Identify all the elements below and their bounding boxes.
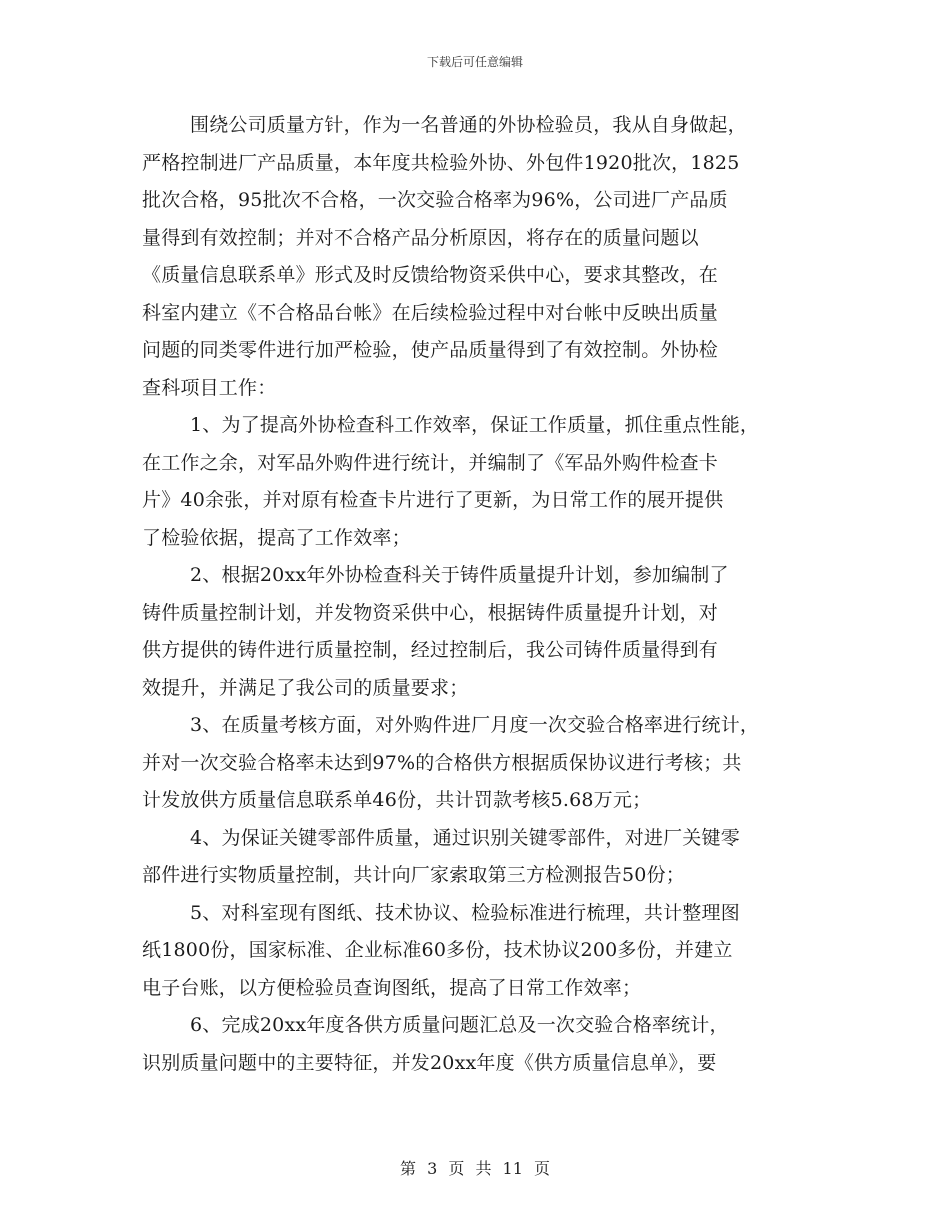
list-item-line: 了检验依据，提高了工作效率； bbox=[142, 526, 411, 549]
list-item-line: 6、完成20xx年度各供方质量问题汇总及一次交验合格率统计， bbox=[190, 1014, 729, 1036]
list-item-line: 并对一次交验合格率未达到97%的合格供方根据质保协议进行考核；共 bbox=[142, 751, 742, 774]
list-item-line: 5、对科室现有图纸、技术协议、检验标准进行梳理，共计整理图 bbox=[190, 901, 740, 924]
page-number: 第 3 页 共 11 页 bbox=[400, 1159, 550, 1178]
page-header: 下载后可任意编辑 bbox=[426, 55, 523, 69]
list-item-line: 电子台账，以方便检验员查询图纸，提高了日常工作效率； bbox=[142, 976, 642, 999]
paragraph-line: 量得到有效控制；并对不合格产品分析原因，将存在的质量问题以 bbox=[142, 226, 699, 249]
list-item-line: 3、在质量考核方面，对外购件进厂月度一次交验合格率进行统计， bbox=[190, 714, 760, 736]
list-item-line: 2、根据20xx年外协检查科关于铸件质量提升计划，参加编制了 bbox=[190, 564, 729, 586]
list-item-line: 效提升，并满足了我公司的质量要求； bbox=[142, 676, 469, 699]
document-body bbox=[142, 107, 822, 1082]
list-item-line: 纸1800份，国家标准、企业标准60多份，技术协议200多份，并建立 bbox=[142, 939, 733, 961]
list-item-line: 部件进行实物质量控制，共计向厂家索取第三方检测报告50份； bbox=[142, 864, 685, 886]
list-item-line: 4、为保证关键零部件质量，通过识别关键零部件，对进厂关键零 bbox=[190, 826, 740, 849]
paragraph-line: 批次合格，95批次不合格，一次交验合格率为96%，公司进厂产品质 bbox=[142, 189, 728, 211]
paragraph-line: 严格控制进厂产品质量，本年度共检验外协、外包件1920批次，1825 bbox=[142, 151, 740, 174]
paragraph-line: 《质量信息联系单》形式及时反馈给物资采供中心，要求其整改，在 bbox=[142, 264, 719, 286]
list-item-line: 供方提供的铸件进行质量控制，经过控制后，我公司铸件质量得到有 bbox=[142, 639, 719, 661]
list-item-line: 片》40余张，并对原有检查卡片进行了更新，为日常工作的展开提供 bbox=[142, 489, 724, 511]
list-item-line: 识别质量问题中的主要特征，并发20xx年度《供方质量信息单》，要 bbox=[142, 1051, 717, 1074]
paragraph-line: 问题的同类零件进行加严检验，使产品质量得到了有效控制。外协检 bbox=[142, 339, 719, 361]
list-item-line: 1、为了提高外协检查科工作效率，保证工作质量，抓住重点性能， bbox=[190, 414, 760, 436]
list-item-line: 计发放供方质量信息联系单46份，共计罚款考核5.68万元； bbox=[142, 789, 652, 811]
paragraph-line: 科室内建立《不合格品台帐》在后续检验过程中对台帐中反映出质量 bbox=[142, 301, 719, 324]
list-item-line: 铸件质量控制计划，并发物资采供中心，根据铸件质量提升计划，对 bbox=[142, 601, 719, 624]
list-item-line: 在工作之余，对军品外购件进行统计，并编制了《军品外购件检查卡 bbox=[142, 451, 719, 474]
paragraph-line: 查科项目工作： bbox=[142, 376, 277, 399]
paragraph-line: 围绕公司质量方针，作为一名普通的外协检验员，我从自身做起， bbox=[190, 114, 747, 136]
